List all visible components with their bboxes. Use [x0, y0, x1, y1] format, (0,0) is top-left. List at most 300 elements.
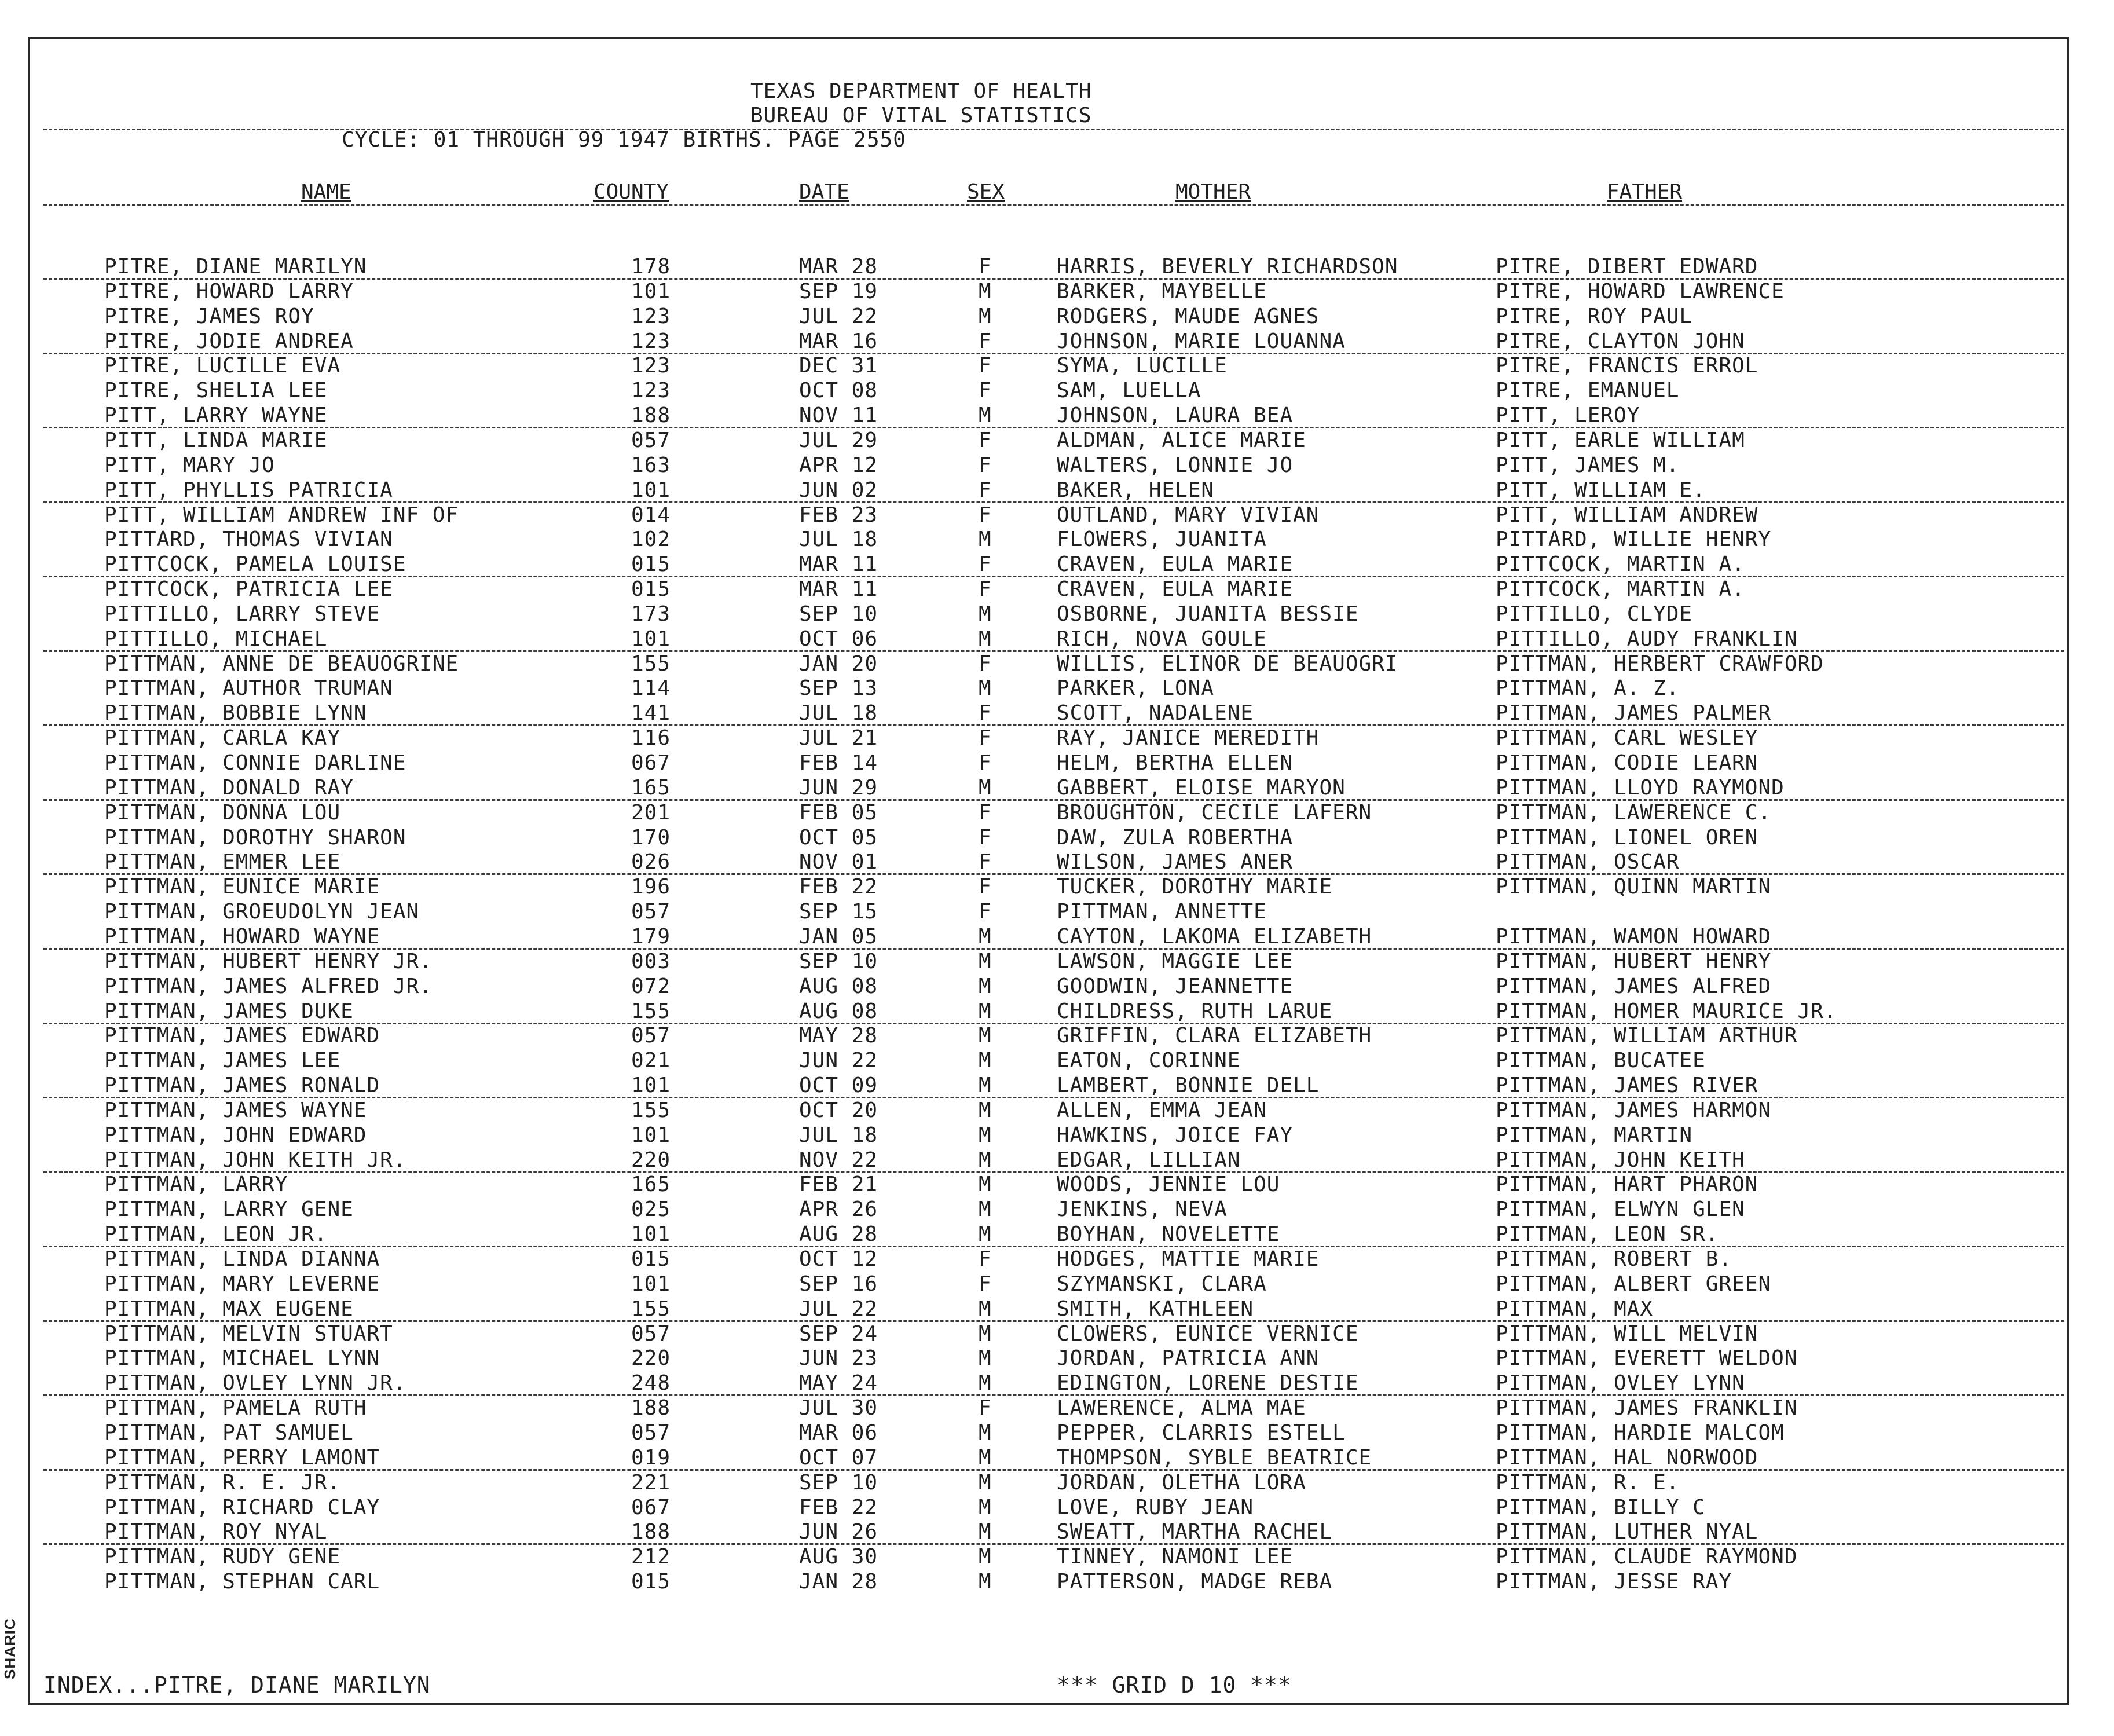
record-name: PITRE, SHELIA LEE — [104, 379, 328, 403]
list-item — [0, 1247, 2114, 1272]
record-father: PITTMAN, ELWYN GLEN — [1496, 1197, 1745, 1222]
list-item — [0, 1197, 2114, 1222]
column-header-divider — [43, 204, 2064, 206]
record-name: PITRE, JODIE ANDREA — [104, 329, 354, 353]
record-sex: F — [979, 255, 992, 279]
record-sex: M — [979, 974, 992, 998]
record-sex: M — [979, 1024, 992, 1048]
record-sex: M — [979, 304, 992, 328]
record-name: PITTMAN, JAMES EDWARD — [104, 1024, 380, 1048]
record-sex: F — [979, 428, 992, 452]
record-father: PITTMAN, LUTHER NYAL — [1496, 1520, 1758, 1544]
record-mother: HODGES, MATTIE MARIE — [1057, 1247, 1320, 1271]
record-mother: SAM, LUELLA — [1057, 379, 1201, 403]
record-date: FEB 23 — [799, 503, 878, 527]
record-county: 212 — [631, 1545, 671, 1569]
record-mother: JORDAN, OLETHA LORA — [1057, 1470, 1306, 1495]
list-item — [0, 801, 2114, 825]
record-father: PITRE, DIBERT EDWARD — [1496, 255, 1758, 279]
record-mother: ALLEN, EMMA JEAN — [1057, 1098, 1267, 1122]
list-item — [0, 453, 2114, 478]
record-mother: JOHNSON, MARIE LOUANNA — [1057, 329, 1346, 353]
record-mother: TUCKER, DOROTHY MARIE — [1057, 875, 1333, 899]
record-county: 015 — [631, 577, 671, 602]
record-date: MAY 28 — [799, 1024, 878, 1048]
list-item — [0, 999, 2114, 1024]
record-father: PITTMAN, R. E. — [1496, 1470, 1680, 1495]
list-item — [0, 404, 2114, 428]
record-mother: HAWKINS, JOICE FAY — [1057, 1123, 1294, 1147]
record-county: 155 — [631, 999, 671, 1023]
record-mother: WILSON, JAMES ANER — [1057, 850, 1294, 874]
record-county: 196 — [631, 875, 671, 899]
record-father: PITRE, CLAYTON JOHN — [1496, 329, 1745, 353]
record-sex: F — [979, 329, 992, 353]
list-item — [0, 751, 2114, 775]
list-item — [0, 1520, 2114, 1544]
record-name: PITTMAN, MELVIN STUART — [104, 1321, 393, 1346]
record-county: 220 — [631, 1148, 671, 1172]
record-father: PITTCOCK, MARTIN A. — [1496, 552, 1745, 577]
record-county: 101 — [631, 627, 671, 651]
record-name: PITTMAN, ROY NYAL — [104, 1520, 328, 1544]
record-sex: M — [979, 1470, 992, 1495]
list-item — [0, 1098, 2114, 1123]
record-name: PITTMAN, PAT SAMUEL — [104, 1420, 354, 1445]
record-date: APR 26 — [799, 1197, 878, 1222]
record-date: NOV 22 — [799, 1148, 878, 1172]
record-name: PITT, LARRY WAYNE — [104, 404, 328, 428]
record-county: 003 — [631, 949, 671, 973]
record-county: 221 — [631, 1470, 671, 1495]
record-county: 101 — [631, 1272, 671, 1296]
record-county: 021 — [631, 1049, 671, 1073]
record-county: 101 — [631, 478, 671, 502]
record-county: 165 — [631, 775, 671, 800]
index-footer: INDEX...PITRE, DIANE MARILYN — [43, 1672, 431, 1698]
record-sex: M — [979, 1296, 992, 1321]
record-name: PITTMAN, AUTHOR TRUMAN — [104, 676, 393, 701]
record-name: PITTMAN, MARY LEVERNE — [104, 1272, 380, 1296]
list-item — [0, 701, 2114, 726]
column-header-mother: MOTHER — [1175, 180, 1251, 204]
record-date: NOV 01 — [799, 850, 878, 874]
record-date: JUL 18 — [799, 701, 878, 726]
record-name: PITRE, JAMES ROY — [104, 304, 314, 328]
record-mother: SZYMANSKI, CLARA — [1057, 1272, 1267, 1296]
grid-footer: *** GRID D 10 *** — [1057, 1672, 1292, 1698]
record-county: 116 — [631, 726, 671, 750]
record-sex: M — [979, 404, 992, 428]
record-date: AUG 30 — [799, 1545, 878, 1569]
record-name: PITRE, DIANE MARILYN — [104, 255, 367, 279]
list-item — [0, 776, 2114, 800]
record-mother: OUTLAND, MARY VIVIAN — [1057, 503, 1320, 527]
record-mother: THOMPSON, SYBLE BEATRICE — [1057, 1445, 1372, 1470]
record-father: PITTMAN, EVERETT WELDON — [1496, 1346, 1798, 1371]
record-date: MAR 06 — [799, 1420, 878, 1445]
record-county: 101 — [631, 1074, 671, 1098]
record-name: PITTILLO, LARRY STEVE — [104, 602, 380, 626]
record-sex: F — [979, 478, 992, 502]
record-county: 188 — [631, 1396, 671, 1420]
record-county: 123 — [631, 304, 671, 328]
record-father: PITTMAN, HART PHARON — [1496, 1173, 1758, 1197]
column-header-father: FATHER — [1607, 180, 1683, 204]
record-mother: OSBORNE, JUANITA BESSIE — [1057, 602, 1359, 626]
record-mother: GABBERT, ELOISE MARYON — [1057, 775, 1346, 800]
list-item — [0, 1396, 2114, 1420]
record-name: PITRE, HOWARD LARRY — [104, 279, 354, 303]
record-sex: F — [979, 379, 992, 403]
record-name: PITTMAN, MAX EUGENE — [104, 1296, 354, 1321]
list-item — [0, 552, 2114, 577]
list-item — [0, 1074, 2114, 1098]
record-name: PITTMAN, JOHN KEITH JR. — [104, 1148, 406, 1172]
record-county: 015 — [631, 1247, 671, 1271]
record-mother: HELM, BERTHA ELLEN — [1057, 751, 1294, 775]
record-father: PITTMAN, A. Z. — [1496, 676, 1680, 701]
record-name: PITTMAN, JOHN EDWARD — [104, 1123, 367, 1147]
record-father: PITTMAN, MAX — [1496, 1296, 1654, 1321]
record-date: JUL 21 — [799, 726, 878, 750]
record-name: PITTMAN, RICHARD CLAY — [104, 1495, 380, 1519]
record-name: PITTMAN, DOROTHY SHARON — [104, 825, 406, 849]
list-item — [0, 1272, 2114, 1296]
record-mother: JORDAN, PATRICIA ANN — [1057, 1346, 1320, 1371]
record-father: PITTMAN, MARTIN — [1496, 1123, 1693, 1147]
record-sex: F — [979, 726, 992, 750]
record-father: PITTMAN, LIONEL OREN — [1496, 825, 1758, 849]
record-date: JUL 30 — [799, 1396, 878, 1420]
list-item — [0, 652, 2114, 676]
record-county: 188 — [631, 404, 671, 428]
record-father: PITT, EARLE WILLIAM — [1496, 428, 1745, 452]
list-item — [0, 1570, 2114, 1594]
list-item — [0, 1148, 2114, 1173]
record-father: PITTMAN, BILLY C — [1496, 1495, 1706, 1519]
record-name: PITTMAN, CARLA KAY — [104, 726, 341, 750]
list-item — [0, 1421, 2114, 1445]
record-mother: ALDMAN, ALICE MARIE — [1057, 428, 1306, 452]
record-date: AUG 08 — [799, 999, 878, 1023]
record-father: PITTCOCK, MARTIN A. — [1496, 577, 1745, 602]
record-mother: HARRIS, BEVERLY RICHARDSON — [1057, 255, 1398, 279]
record-date: JUL 29 — [799, 428, 878, 452]
record-county: 019 — [631, 1445, 671, 1470]
record-county: 188 — [631, 1520, 671, 1544]
record-father: PITTMAN, CODIE LEARN — [1496, 751, 1758, 775]
record-date: MAR 11 — [799, 552, 878, 577]
record-father: PITTMAN, ROBERT B. — [1496, 1247, 1732, 1271]
record-sex: M — [979, 1123, 992, 1147]
record-date: JUL 18 — [799, 1123, 878, 1147]
list-item — [0, 305, 2114, 329]
record-sex: M — [979, 1148, 992, 1172]
list-item — [0, 1446, 2114, 1470]
record-county: 201 — [631, 800, 671, 825]
record-date: JUN 02 — [799, 478, 878, 502]
record-date: JUN 22 — [799, 1049, 878, 1073]
list-item — [0, 900, 2114, 924]
record-father: PITRE, EMANUEL — [1496, 379, 1680, 403]
record-sex: F — [979, 577, 992, 602]
record-sex: M — [979, 949, 992, 973]
record-county: 101 — [631, 1222, 671, 1247]
record-date: OCT 20 — [799, 1098, 878, 1122]
record-date: OCT 12 — [799, 1247, 878, 1271]
list-item — [0, 428, 2114, 453]
record-mother: FLOWERS, JUANITA — [1057, 528, 1267, 552]
list-item — [0, 975, 2114, 999]
record-county: 057 — [631, 1420, 671, 1445]
list-item — [0, 280, 2114, 304]
record-county: 220 — [631, 1346, 671, 1371]
record-sex: M — [979, 1570, 992, 1594]
record-sex: F — [979, 701, 992, 726]
record-mother: SWEATT, MARTHA RACHEL — [1057, 1520, 1333, 1544]
record-sex: M — [979, 999, 992, 1023]
record-mother: BOYHAN, NOVELETTE — [1057, 1222, 1280, 1247]
record-sex: M — [979, 528, 992, 552]
record-date: FEB 14 — [799, 751, 878, 775]
record-name: PITTMAN, HUBERT HENRY JR. — [104, 949, 433, 973]
record-name: PITT, PHYLLIS PATRICIA — [104, 478, 393, 502]
record-father: PITTMAN, JESSE RAY — [1496, 1570, 1732, 1594]
record-father: PITTMAN, HAL NORWOOD — [1496, 1445, 1758, 1470]
record-date: MAY 24 — [799, 1371, 878, 1396]
record-name: PITTCOCK, PATRICIA LEE — [104, 577, 393, 602]
record-mother: JOHNSON, LAURA BEA — [1057, 404, 1294, 428]
record-county: 057 — [631, 428, 671, 452]
department-title: TEXAS DEPARTMENT OF HEALTH — [750, 79, 1092, 103]
cycle-line: CYCLE: 01 THROUGH 99 1947 BIRTHS. PAGE 2550 — [342, 128, 906, 152]
record-county: 165 — [631, 1173, 671, 1197]
record-date: OCT 05 — [799, 825, 878, 849]
list-item — [0, 503, 2114, 528]
record-county: 015 — [631, 1570, 671, 1594]
record-sex: F — [979, 850, 992, 874]
record-father: PITTMAN, JAMES PALMER — [1496, 701, 1772, 726]
record-county: 114 — [631, 676, 671, 701]
record-name: PITTMAN, R. E. JR. — [104, 1470, 341, 1495]
record-father: PITTMAN, ALBERT GREEN — [1496, 1272, 1772, 1296]
record-father: PITTMAN, CLAUDE RAYMOND — [1496, 1545, 1798, 1569]
record-father: PITTILLO, CLYDE — [1496, 602, 1693, 626]
record-date: JUN 29 — [799, 775, 878, 800]
record-mother: PITTMAN, ANNETTE — [1057, 900, 1267, 924]
record-date: SEP 15 — [799, 900, 878, 924]
record-name: PITTMAN, LINDA DIANNA — [104, 1247, 380, 1271]
record-father: PITTMAN, LAWERENCE C. — [1496, 800, 1772, 825]
record-mother: EDINGTON, LORENE DESTIE — [1057, 1371, 1359, 1396]
record-date: JUL 22 — [799, 1296, 878, 1321]
list-item — [0, 329, 2114, 354]
record-date: JUL 18 — [799, 528, 878, 552]
record-sex: M — [979, 1445, 992, 1470]
record-name: PITTMAN, JAMES WAYNE — [104, 1098, 367, 1122]
record-date: JUN 23 — [799, 1346, 878, 1371]
record-county: 170 — [631, 825, 671, 849]
list-item — [0, 1297, 2114, 1321]
record-sex: F — [979, 503, 992, 527]
record-name: PITTMAN, LARRY — [104, 1173, 288, 1197]
record-date: JUN 26 — [799, 1520, 878, 1544]
record-father: PITTILLO, AUDY FRANKLIN — [1496, 627, 1798, 651]
list-item — [0, 354, 2114, 378]
record-mother: EDGAR, LILLIAN — [1057, 1148, 1241, 1172]
record-mother: CRAVEN, EULA MARIE — [1057, 552, 1294, 577]
list-item — [0, 826, 2114, 850]
list-item — [0, 379, 2114, 403]
record-father: PITT, WILLIAM E. — [1496, 478, 1706, 502]
record-date: FEB 22 — [799, 1495, 878, 1519]
record-sex: M — [979, 602, 992, 626]
column-header-name: NAME — [301, 180, 351, 204]
record-date: SEP 19 — [799, 279, 878, 303]
record-mother: CRAVEN, EULA MARIE — [1057, 577, 1294, 602]
record-mother: RICH, NOVA GOULE — [1057, 627, 1267, 651]
record-mother: BARKER, MAYBELLE — [1057, 279, 1267, 303]
record-date: OCT 07 — [799, 1445, 878, 1470]
list-item — [0, 1371, 2114, 1396]
record-name: PITTMAN, DONNA LOU — [104, 800, 341, 825]
record-name: PITTMAN, PAMELA RUTH — [104, 1396, 367, 1420]
record-county: 141 — [631, 701, 671, 726]
record-county: 067 — [631, 751, 671, 775]
record-date: APR 12 — [799, 453, 878, 477]
record-mother: CHILDRESS, RUTH LARUE — [1057, 999, 1333, 1023]
list-item — [0, 1222, 2114, 1247]
record-name: PITTMAN, EUNICE MARIE — [104, 875, 380, 899]
record-date: JAN 05 — [799, 924, 878, 948]
record-date: MAR 16 — [799, 329, 878, 353]
record-name: PITTMAN, JAMES RONALD — [104, 1074, 380, 1098]
record-date: SEP 13 — [799, 676, 878, 701]
record-father: PITTMAN, JAMES ALFRED — [1496, 974, 1772, 998]
record-father: PITTMAN, OVLEY LYNN — [1496, 1371, 1745, 1396]
record-mother: LOVE, RUBY JEAN — [1057, 1495, 1254, 1519]
list-item — [0, 255, 2114, 279]
record-sex: M — [979, 1420, 992, 1445]
record-mother: JENKINS, NEVA — [1057, 1197, 1228, 1222]
record-mother: SYMA, LUCILLE — [1057, 354, 1228, 378]
record-father: PITTMAN, HERBERT CRAWFORD — [1496, 651, 1824, 676]
record-county: 163 — [631, 453, 671, 477]
record-mother: PATTERSON, MADGE REBA — [1057, 1570, 1333, 1594]
record-mother: EATON, CORINNE — [1057, 1049, 1241, 1073]
record-county: 179 — [631, 924, 671, 948]
record-name: PITTARD, THOMAS VIVIAN — [104, 528, 393, 552]
record-county: 155 — [631, 1098, 671, 1122]
record-mother: BAKER, HELEN — [1057, 478, 1215, 502]
record-county: 101 — [631, 1123, 671, 1147]
record-county: 123 — [631, 354, 671, 378]
record-county: 014 — [631, 503, 671, 527]
record-sex: M — [979, 627, 992, 651]
record-father: PITTMAN, HOMER MAURICE JR. — [1496, 999, 1837, 1023]
list-item — [0, 1024, 2114, 1048]
record-name: PITTMAN, STEPHAN CARL — [104, 1570, 380, 1594]
record-sex: F — [979, 751, 992, 775]
record-county: 102 — [631, 528, 671, 552]
record-sex: M — [979, 1197, 992, 1222]
record-county: 101 — [631, 279, 671, 303]
bureau-title: BUREAU OF VITAL STATISTICS — [750, 104, 1092, 127]
record-date: SEP 10 — [799, 602, 878, 626]
record-mother: BROUGHTON, CECILE LAFERN — [1057, 800, 1372, 825]
record-date: SEP 10 — [799, 1470, 878, 1495]
record-county: 057 — [631, 1321, 671, 1346]
list-item — [0, 627, 2114, 651]
record-name: PITTMAN, RUDY GENE — [104, 1545, 341, 1569]
record-mother: SCOTT, NADALENE — [1057, 701, 1254, 726]
record-father: PITTMAN, WILL MELVIN — [1496, 1321, 1758, 1346]
record-sex: M — [979, 676, 992, 701]
record-county: 123 — [631, 329, 671, 353]
record-name: PITTMAN, BOBBIE LYNN — [104, 701, 367, 726]
list-item — [0, 1123, 2114, 1148]
record-mother: CLOWERS, EUNICE VERNICE — [1057, 1321, 1359, 1346]
record-sex: M — [979, 775, 992, 800]
record-father: PITTMAN, OSCAR — [1496, 850, 1680, 874]
record-name: PITT, MARY JO — [104, 453, 275, 477]
record-name: PITTMAN, JAMES DUKE — [104, 999, 354, 1023]
record-date: FEB 21 — [799, 1173, 878, 1197]
list-item — [0, 478, 2114, 503]
record-father: PITTARD, WILLIE HENRY — [1496, 528, 1772, 552]
record-name: PITTMAN, HOWARD WAYNE — [104, 924, 380, 948]
record-mother: CAYTON, LAKOMA ELIZABETH — [1057, 924, 1372, 948]
list-item — [0, 1322, 2114, 1346]
record-county: 057 — [631, 900, 671, 924]
column-header-county: COUNTY — [593, 180, 669, 204]
record-date: MAR 11 — [799, 577, 878, 602]
record-county: 123 — [631, 379, 671, 403]
record-father: PITTMAN, WILLIAM ARTHUR — [1496, 1024, 1798, 1048]
record-father: PITTMAN, HARDIE MALCOM — [1496, 1420, 1785, 1445]
record-mother: LAWSON, MAGGIE LEE — [1057, 949, 1294, 973]
record-county: 178 — [631, 255, 671, 279]
record-date: DEC 31 — [799, 354, 878, 378]
record-sex: M — [979, 1173, 992, 1197]
record-date: MAR 28 — [799, 255, 878, 279]
record-father: PITTMAN, LLOYD RAYMOND — [1496, 775, 1785, 800]
record-county: 015 — [631, 552, 671, 577]
record-name: PITTMAN, JAMES ALFRED JR. — [104, 974, 433, 998]
record-name: PITTMAN, DONALD RAY — [104, 775, 354, 800]
record-date: JUL 22 — [799, 304, 878, 328]
record-mother: WOODS, JENNIE LOU — [1057, 1173, 1280, 1197]
record-sex: M — [979, 924, 992, 948]
record-mother: WALTERS, LONNIE JO — [1057, 453, 1294, 477]
record-sex: F — [979, 875, 992, 899]
margin-label: SHARIC — [1, 1618, 19, 1679]
record-father: PITTMAN, WAMON HOWARD — [1496, 924, 1772, 948]
record-sex: F — [979, 1272, 992, 1296]
record-date: FEB 05 — [799, 800, 878, 825]
record-sex: F — [979, 651, 992, 676]
record-name: PITT, WILLIAM ANDREW INF OF — [104, 503, 459, 527]
record-county: 072 — [631, 974, 671, 998]
list-item — [0, 925, 2114, 949]
record-date: SEP 16 — [799, 1272, 878, 1296]
record-mother: GRIFFIN, CLARA ELIZABETH — [1057, 1024, 1372, 1048]
record-sex: F — [979, 1396, 992, 1420]
record-county: 026 — [631, 850, 671, 874]
record-mother: LAMBERT, BONNIE DELL — [1057, 1074, 1320, 1098]
record-date: OCT 08 — [799, 379, 878, 403]
